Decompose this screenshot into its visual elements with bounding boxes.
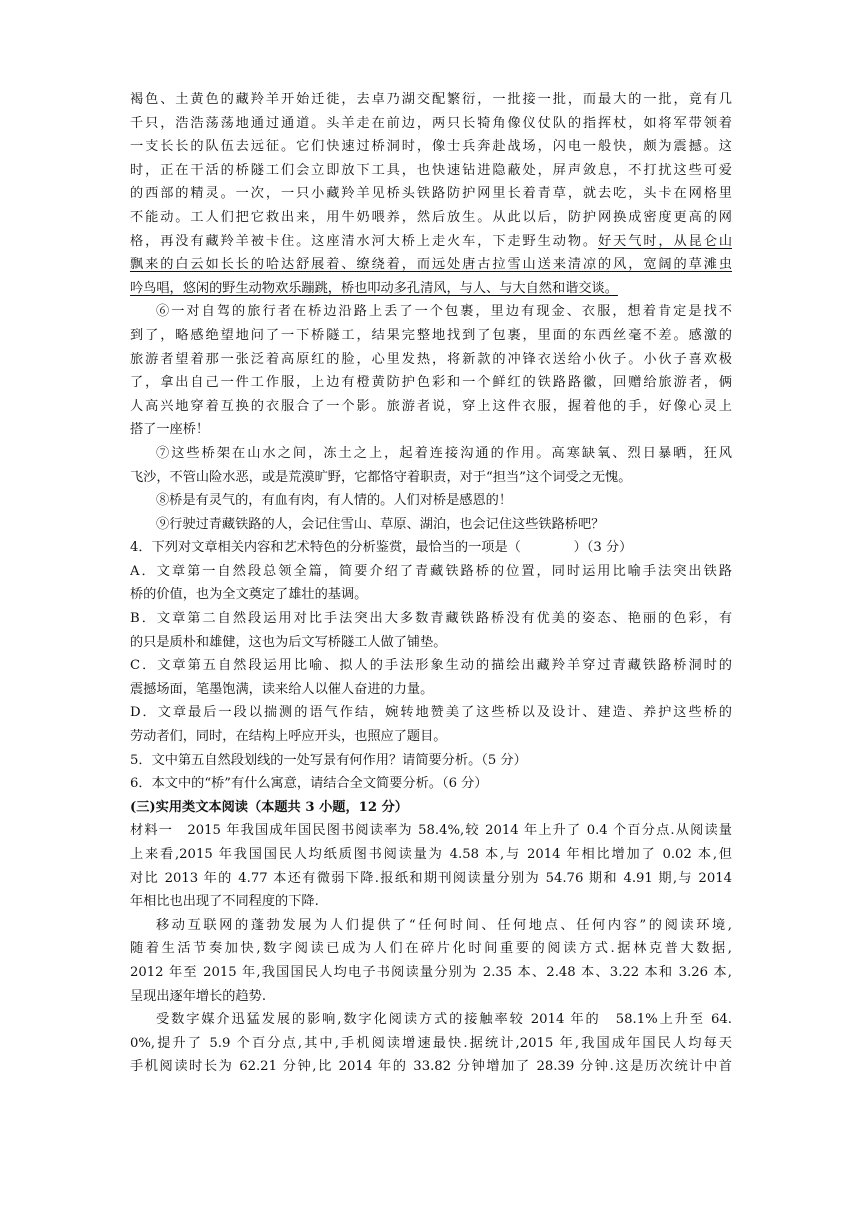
text-line: 格，再没有藏羚羊被卡住。这座清水河大桥上走火车，下走野生动物。好天气时，从昆仑山 bbox=[130, 233, 732, 249]
text-line: 桥的价值，也为全文奠定了雄壮的基调。 bbox=[130, 587, 368, 603]
text-line: 手机阅读时长为 62.21 分钟,比 2014 年的 33.82 分钟增加了 28.39 分钟.这是历次统计中首 bbox=[130, 1059, 732, 1075]
text-line: 随着生活节奏加快,数字阅读已成为人们在碎片化时间重要的阅读方式.据林克普大数据, bbox=[130, 941, 732, 957]
text-line: 4．下列对文章相关内容和艺术特色的分析鉴赏，最恰当的一项是（ ）（3 分） bbox=[130, 540, 633, 556]
text-line: 年相比也出现了不同程度的下降. bbox=[130, 894, 319, 910]
text-line: 人高兴地穿着互换的衣服合了一个影。旅游者说，穿上这件衣服，握着他的手，好像心灵上 bbox=[130, 398, 732, 414]
text-line: 褐色、土黄色的藏羚羊开始迁徙，去卓乃湖交配繁衍，一批接一批，而最大的一批，竟有几 bbox=[130, 92, 732, 107]
text-line: 的西部的精灵。一次，一只小藏羚羊见桥头铁路防护网里长着青草，就去吃，头卡在网格里 bbox=[130, 186, 732, 202]
text-line: 震撼场面，笔墨饱满，读来给人以催人奋进的力量。 bbox=[130, 681, 434, 697]
text-line: 千只，浩浩荡荡地通过通道。头羊走在前边，两只长犄角像仪仗队的指挥杖，如将军带领着 bbox=[130, 115, 732, 131]
text-line: 旅游者望着那一张泛着高原红的脸，心里发热，将新款的冲锋衣送给小伙子。小伙子喜欢极 bbox=[130, 351, 732, 367]
text-line: 吟鸟唱，悠闲的野生动物欢乐蹦跳，桥也叩动多孔清风，与人、与大自然和谐交谈。 bbox=[130, 280, 618, 296]
text-line: 受数字媒介迅猛发展的影响,数字化阅读方式的接触率较 2014 年的 58.1%上升至 64. bbox=[156, 1012, 732, 1028]
text-line: 不能动。工人们把它救出来，用牛奶喂养，然后放生。从此以后，防护网换成密度更高的网 bbox=[130, 209, 732, 225]
text-line: 0%,提升了 5.9 个百分点,其中,手机阅读增速最快.据统计,2015 年,我国成年国民人均每天 bbox=[130, 1035, 732, 1051]
text-line: 2012 年至 2015 年,我国国民人均电子书阅读量分别为 2.35 本、2.48 本、3.22 本和 3.26 本, bbox=[130, 964, 732, 980]
section-heading: (三)实用类文本阅读（本题共 3 小题，12 分） bbox=[130, 799, 408, 815]
text-line: 对比 2013 年的 4.77 本还有微弱下降.报纸和期刊阅读量分别为 54.76 期和 4.91 期,与 2014 bbox=[130, 870, 732, 886]
text-line: 5．文中第五自然段划线的一处写景有何作用？请简要分析。（5 分） bbox=[130, 752, 527, 768]
text-line: 飘来的白云如长长的哈达舒展着、缭绕着，而远处唐古拉雪山送来清凉的风，宽阔的草滩虫 bbox=[130, 257, 732, 273]
text-line: 了，拿出自己一件工作服，上边有橙黄防护色彩和一个鲜红的铁路路徽，回赠给旅游者，俩 bbox=[130, 375, 732, 391]
text-line: 搭了一座桥！ bbox=[130, 422, 210, 438]
text-line: 移动互联网的蓬勃发展为人们提供了“任何时间、任何地点、任何内容”的阅读环境, bbox=[156, 917, 732, 933]
text-line: 呈现出逐年增长的趋势. bbox=[130, 988, 267, 1004]
text-line: ⑦这些桥架在山水之间，冻土之上，起着连接沟通的作用。高寒缺氧、烈日暴晒，狂风 bbox=[156, 445, 732, 461]
text-line: C．文章第五自然段运用比喻、拟人的手法形象生动的描绘出藏羚羊穿过青藏铁路桥洞时的 bbox=[130, 658, 732, 674]
text-line: B．文章第二自然段运用对比手法突出大多数青藏铁路桥没有优美的姿态、艳丽的色彩，有 bbox=[130, 611, 732, 627]
text-line: ⑥一对自驾的旅行者在桥边沿路上丢了一个包裹，里边有现金、衣服，想着肯定是找不 bbox=[156, 304, 732, 320]
document-body bbox=[130, 88, 732, 1079]
text-line: 材料一 2015 年我国成年国民图书阅读率为 58.4%,较 2014 年上升了 0.4 个百分点.从阅读量 bbox=[130, 823, 732, 839]
text-line: 到了，略感绝望地问了一下桥隧工，结果完整地找到了包裹，里面的东西丝毫不差。感激的 bbox=[130, 327, 732, 343]
text-line: 劳动者们，同时，在结构上呼应开头，也照应了题目。 bbox=[130, 729, 447, 745]
text-line: 上来看,2015 年我国国民人均纸质图书阅读量为 4.58 本,与 2014 年相比增加了 0.02 本,但 bbox=[130, 847, 732, 862]
text-line: 飞沙，不管山险水恶，或是荒漠旷野，它都恪守着职责，对于“担当”这个词受之无愧。 bbox=[130, 469, 632, 485]
text-line: 的只是质朴和雄健，这也为后文写桥隧工人做了铺垫。 bbox=[130, 634, 447, 650]
text-line: ⑨行驶过青藏铁路的人，会记住雪山、草原、湖泊，也会记住这些铁路桥吧？ bbox=[156, 516, 605, 532]
text-line: 6．本文中的“桥”有什么寓意，请结合全文简要分析。（6 分） bbox=[130, 776, 488, 792]
text-line: 一支长长的队伍去远征。它们快速过桥洞时，像士兵奔赴战场，闪电一般快，颇为震撼。这 bbox=[130, 139, 732, 155]
text-line: A．文章第一自然段总领全篇，简要介绍了青藏铁路桥的位置，同时运用比喻手法突出铁路 bbox=[130, 563, 732, 579]
text-line: 时，正在干活的桥隧工们会立即放下工具，也快速钻进隐蔽处，屏声敛息，不打扰这些可爱 bbox=[130, 162, 732, 178]
text-line: ⑧桥是有灵气的，有血有肉，有人情的。人们对桥是感恩的！ bbox=[156, 493, 513, 509]
document-page bbox=[130, 88, 732, 1079]
text-line: D．文章最后一段以揣测的语气作结，婉转地赞美了这些桥以及设计、建造、养护这些桥的 bbox=[130, 705, 732, 721]
